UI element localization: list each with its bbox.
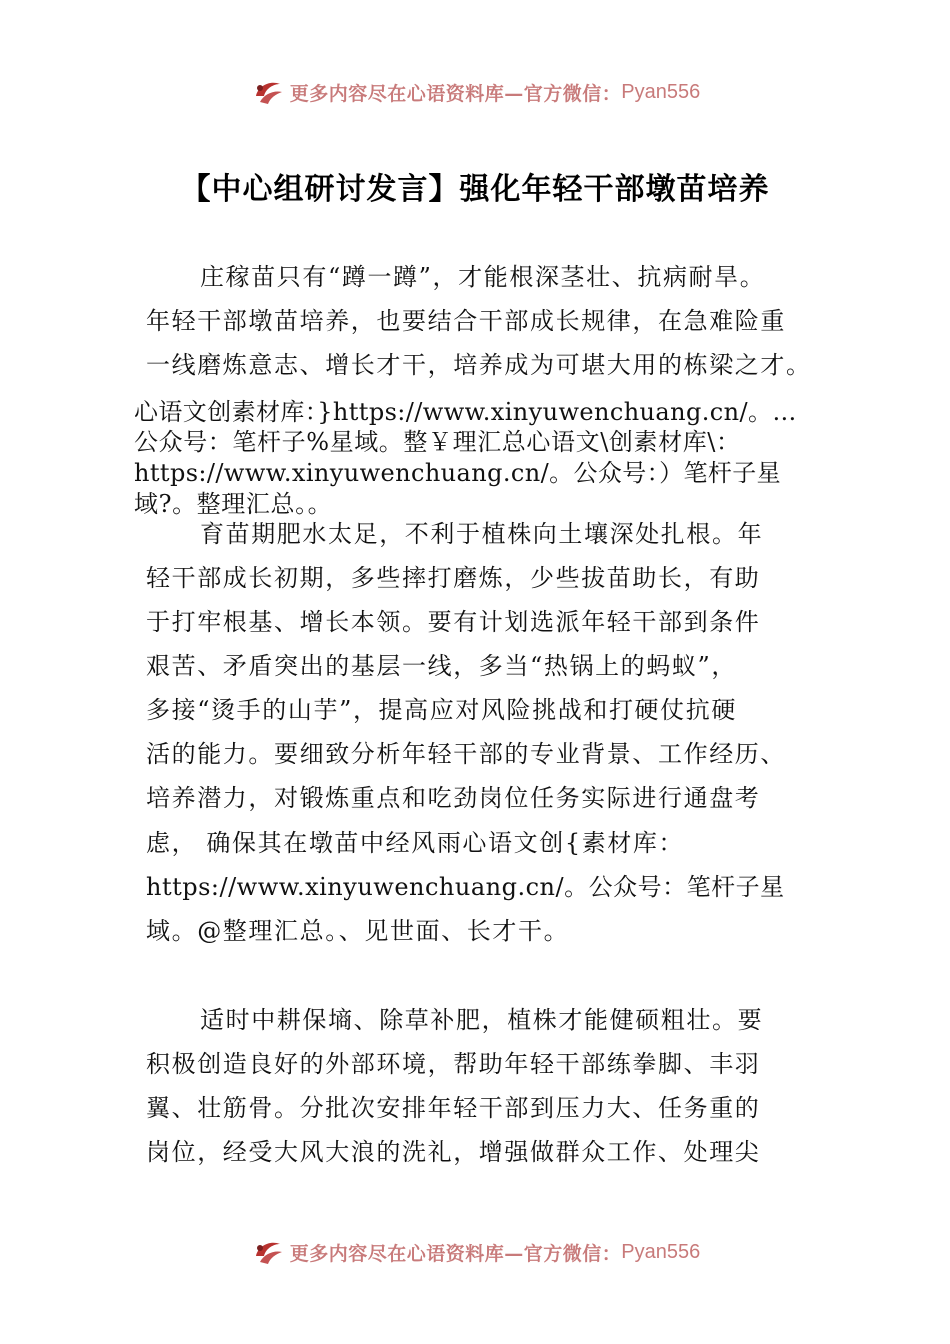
- banner-text: 更多内容尽在心语资料库—官方微信：: [289, 1242, 622, 1265]
- text-line: 翼、壮筋骨。分批次安排年轻干部到压力大、任务重的: [146, 1094, 761, 1122]
- text-line: https://www.xinyuwenchuang.cn/。公众号：笔杆子星: [146, 873, 785, 901]
- text-line: 艰苦、矛盾突出的基层一线，多当“热锅上的蚂蚁”，: [146, 652, 737, 680]
- logo-icon: [250, 1234, 286, 1270]
- text-line: 多接“烫手的山芋”，提高应对风险挑战和打硬仗抗硬: [146, 696, 737, 724]
- text-line: 虑， 确保其在墩苗中经风雨心语文创{素材库：: [146, 829, 685, 857]
- text-line: 域?。整理汇总。。: [134, 490, 333, 518]
- page-title: 【中心组研讨发言】强化年轻干部墩苗培养: [180, 172, 770, 207]
- text-line: 培养潜力，对锻炼重点和吃劲岗位任务实际进行通盘考: [146, 784, 761, 812]
- text-line: 适时中耕保墒、除草补肥，植株才能健硕粗壮。要: [200, 1006, 764, 1034]
- text-line: 域。@整理汇总。、见世面、长才干。: [146, 917, 570, 945]
- text-line: 于打牢根基、增长本领。要有计划选派年轻干部到条件: [146, 608, 761, 636]
- logo-icon: [250, 74, 286, 110]
- text-line: 活的能力。要细致分析年轻干部的专业背景、工作经历、: [146, 740, 786, 768]
- text-line: 育苗期肥水太足，不利于植株向土壤深处扎根。年: [200, 520, 764, 548]
- text-line: 庄稼苗只有“蹲一蹲”，才能根深茎壮、抗病耐旱。: [200, 263, 766, 291]
- header-banner: [0, 72, 950, 112]
- text-line: 年轻干部墩苗培养，也要结合干部成长规律，在急难险重: [146, 307, 786, 335]
- banner-text: 更多内容尽在心语资料库—官方微信：: [289, 82, 622, 105]
- footer-banner: [0, 1232, 950, 1272]
- text-line: 心语文创素材库：}https://www.xinyuwenchuang.cn/。…: [134, 398, 797, 426]
- text-line: 轻干部成长初期，多些摔打磨炼，少些拔苗助长，有助: [146, 564, 761, 592]
- text-line: 积极创造良好的外部环境，帮助年轻干部练拳脚、丰羽: [146, 1050, 761, 1078]
- wechat-id: Pyan556: [621, 1240, 701, 1263]
- wechat-id: Pyan556: [621, 80, 701, 103]
- text-line: 一线磨炼意志、增长才干，培养成为可堪大用的栋梁之才。: [146, 351, 812, 379]
- text-line: 岗位，经受大风大浪的洗礼，增强做群众工作、处理尖: [146, 1138, 761, 1166]
- text-line: 公众号：笔杆子%星域。整￥理汇总心语文\创素材库\：: [134, 428, 741, 456]
- text-line: https://www.xinyuwenchuang.cn/。公众号：）笔杆子星: [134, 459, 782, 487]
